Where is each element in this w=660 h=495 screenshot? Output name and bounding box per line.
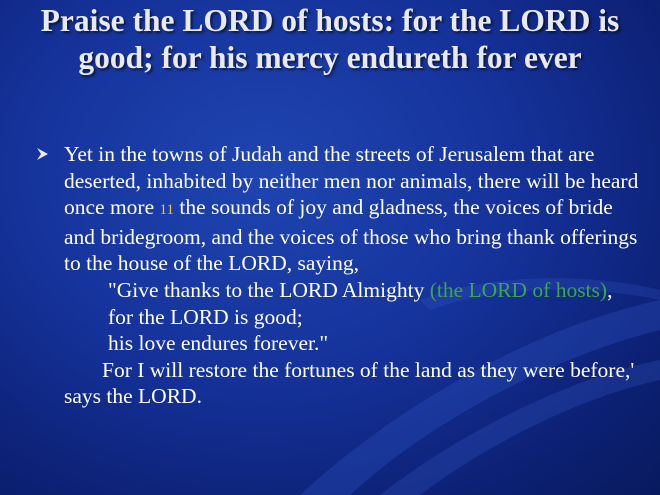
arrowhead-bullet-icon — [36, 147, 50, 161]
quote-highlight: (the LORD of hosts) — [429, 277, 608, 302]
paragraph-1: Yet in the towns of Judah and the streets of Jerusalem that are deserted, inhabited by neither men nor animals, there will be heard once more — [64, 142, 639, 220]
line-lord-is-good: for the LORD is good; — [108, 304, 303, 329]
quote-start: "Give thanks to the LORD Almighty — [108, 277, 425, 302]
paragraph-3: For I will restore the fortunes of the land as they were before,' says the LORD. — [64, 357, 635, 409]
line-love-endures: his love endures forever." — [108, 331, 329, 356]
quote-comma: , — [607, 277, 613, 302]
bullet-text — [64, 141, 644, 410]
paragraph-2: the sounds of joy and gladness, the voices of bride and bridegroom, and the voices of those who bring thank offerings to the house of the LORD, saying, — [64, 195, 638, 276]
verse-number: 11 — [159, 202, 174, 219]
slide-title: Praise the LORD of hosts: for the LORD is good; for his mercy endureth for ever — [40, 3, 620, 75]
